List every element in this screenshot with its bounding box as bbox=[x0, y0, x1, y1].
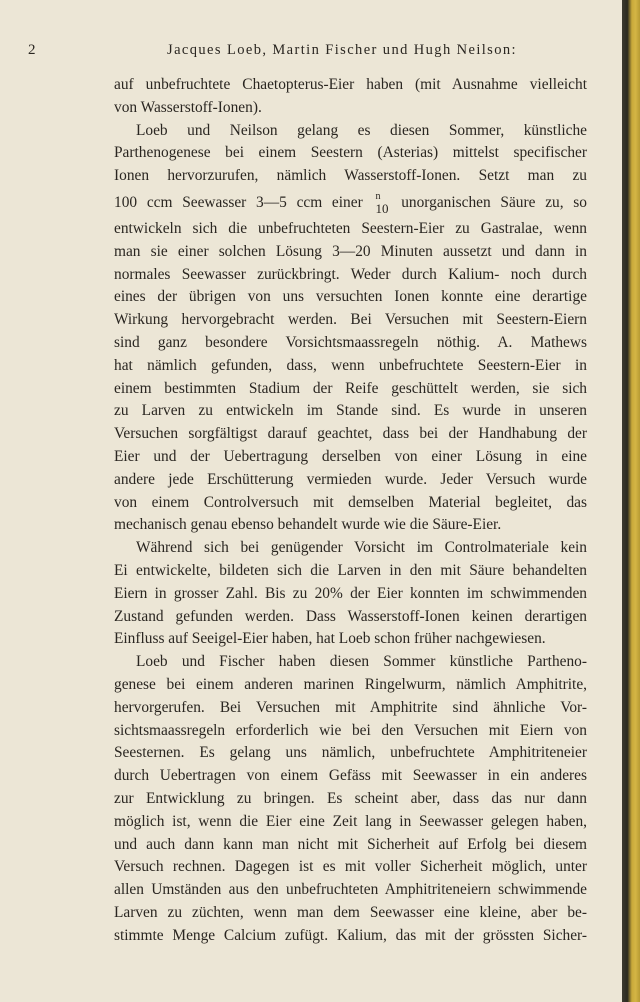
text-line: Parthenogenese bei einem Seestern (Asterias) mittelst specifischer bbox=[114, 144, 587, 162]
fraction-numerator: n bbox=[375, 190, 381, 202]
text-line: Eier und der Uebertragung derselben von einer Lösung in eine bbox=[114, 447, 587, 465]
text-line: stimmte Menge Calcium zufügt. Kalium, das mit der grössten Sicher- bbox=[114, 926, 587, 944]
fraction bbox=[375, 192, 388, 215]
text-line: von Wasserstoff-Ionen). bbox=[114, 98, 262, 116]
text-line: möglich ist, wenn die Eier eine Zeit lang in Seewasser gelegen haben, bbox=[114, 812, 587, 830]
text-line: sichtsmaassregeln erforderlich wie bei den Versuchen mit Eiern von bbox=[114, 721, 587, 739]
text-line: allen Umständen aus den unbefruchteten Amphitriteneiern schwimmende bbox=[114, 881, 587, 899]
body-text bbox=[114, 74, 587, 947]
text-line: Larven zu züchten, wenn man dem Seewasser eine kleine, aber be- bbox=[114, 903, 587, 921]
text-line: Zustand gefunden werden. Dass Wasserstoff-Ionen keinen derartigen bbox=[114, 607, 587, 625]
text-line: auf unbefruchtete Chaetopterus-Eier haben (mit Ausnahme vielleicht bbox=[114, 76, 587, 93]
text-line: durch Uebertragen von einem Gefäss mit Seewasser in ein anderes bbox=[114, 767, 587, 785]
text-line: einem bestimmten Stadium der Reife geschüttelt werden, sie sich bbox=[114, 379, 587, 397]
text-line: genese bei einem anderen marinen Ringelwurm, nämlich Amphitrite, bbox=[114, 675, 587, 693]
text-line: zur Entwicklung zu bringen. Es scheint aber, dass das nur dann bbox=[114, 789, 587, 807]
text-line: Während sich bei genügender Vorsicht im Controlmateriale kein bbox=[136, 539, 587, 557]
book-edge-decoration bbox=[622, 0, 640, 1002]
fraction-denominator: 10 bbox=[375, 200, 389, 216]
text-line: Ionen hervorzurufen, nämlich Wasserstoff-Ionen. Setzt man zu bbox=[114, 167, 587, 185]
text-line: mechanisch genau ebenso behandelt wurde wie die Säure-Eier. bbox=[114, 516, 502, 534]
text-line: eines der übrigen von uns versuchten Ionen konnte eine derartige bbox=[114, 288, 587, 306]
text-line: Loeb und Neilson gelang es diesen Sommer, künstliche bbox=[136, 121, 587, 139]
text-line: von einem Controlversuch mit demselben Material begleitet, das bbox=[114, 493, 587, 511]
text-line: Versuch rechnen. Dagegen ist es mit voller Sicherheit möglich, unter bbox=[114, 858, 587, 876]
text-line: sind ganz besondere Vorsichtsmaassregeln nöthig. A. Mathews bbox=[114, 333, 587, 351]
running-head: Jacques Loeb, Martin Fischer und Hugh Neilson: bbox=[167, 42, 517, 58]
text-line: Versuchen sorgfältigst darauf geachtet, dass bei der Handhabung der bbox=[114, 425, 587, 443]
text-line: man sie einer solchen Lösung 3—20 Minuten aussetzt und dann in bbox=[114, 242, 587, 260]
text-line: Einfluss auf Seeigel-Eier haben, hat Loeb schon früher nachgewiesen. bbox=[114, 630, 546, 648]
text-line: Wirkung hervorgebracht werden. Bei Versuchen mit Seestern-Eiern bbox=[114, 311, 587, 329]
text-line-with-fraction bbox=[114, 188, 587, 218]
text-line: andere jede Erschütterung vermieden wurde. Jeder Versuch wurde bbox=[114, 470, 587, 488]
text-line: entwickeln sich die unbefruchteten Seestern-Eier zu Gastralae, wenn bbox=[114, 219, 587, 237]
text-line: Loeb und Fischer haben diesen Sommer künstliche Partheno- bbox=[136, 653, 587, 671]
text-line: hervorgerufen. Bei Versuchen mit Amphitrite sind ähnliche Vor- bbox=[114, 698, 587, 716]
text-line: hat nämlich gefunden, dass, wenn unbefruchtete Seestern-Eier in bbox=[114, 356, 587, 374]
text-line: Seesternen. Es gelang uns nämlich, unbefruchtete Amphitriteneier bbox=[114, 744, 587, 762]
text-segment: 100 ccm Seewasser 3—5 ccm einer bbox=[114, 193, 363, 211]
text-line: zu Larven zu entwickeln im Stande sind. Es wurde in unseren bbox=[114, 402, 587, 420]
page-number: 2 bbox=[28, 42, 36, 58]
text-segment: unorganischen Säure zu, so bbox=[401, 193, 587, 211]
text-line: Eiern in grosser Zahl. Bis zu 20% der Eier konnten im schwimmenden bbox=[114, 584, 587, 602]
text-line: Ei entwickelte, bildeten sich die Larven in den mit Säure behandelten bbox=[114, 561, 587, 579]
text-line: normales Seewasser zurückbringt. Weder durch Kalium- noch durch bbox=[114, 265, 587, 283]
text-line: und auch dann kann man nicht mit Sicherheit auf Erfolg bei diesem bbox=[114, 835, 587, 853]
